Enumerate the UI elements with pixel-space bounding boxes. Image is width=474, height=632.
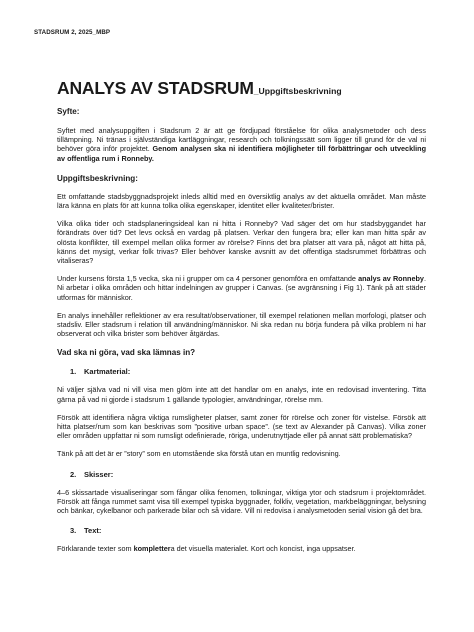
p3-text-c: . Ni arbetar i olika områden och hittar indelningen av grupper i Canvas. (se avgränsning i Fig 1). Tänk på att städer utformas för människor. <box>57 274 426 302</box>
syfte-text: Syftet med analysuppgiften i Stadsrum 2 är att ge fördjupad förståelse för olika analysmetoder och dess tillämpning. Ni tränas i självständiga kartläggningar, research och tolkningssätt som ligger till grund för de val ni behöver göra inför projektet. <box>57 126 426 154</box>
beskrivning-heading: Uppgiftsbeskrivning: <box>57 173 138 183</box>
item-3-text-a: Förklarande texter som <box>57 544 134 554</box>
page-title <box>57 78 426 101</box>
beskrivning-paragraph-4: En analys innehåller reflektioner av era resultat/observationer, till exempel relationen mellan morfologi, platser och stadsliv. Eller stadsrum i relation till användning/människor. Ni ska redan nu börja fundera på vilka problem ni har observerat och vilka brister som behöver åtgärdas. <box>57 310 426 339</box>
beskrivning-paragraph-2: Vilka olika tider och stadsplaneringsideal kan ni hitta i Ronneby? Vad säger det om hur stadsbyggandet har förändrats över tid? Det levs också en vardag på platsen. Verkar den fungera bra; eller kan man hitta spår av olösta konflikter, till exempel mellan olika former av rörelse? Finns det bra platser att vara på, något att hitta på, känns det mysigt, verkar folk trivas? Eller behöver kanske avsnitt av det offentliga stadsrummet förbättras och vitaliseras? <box>57 219 426 266</box>
item-3-label: Text: <box>84 526 102 536</box>
beskrivning-paragraph-1: Ett omfattande stadsbyggnadsprojekt inleds alltid med en översiktlig analys av det aktuella området. Man måste lära känna en plats för att kunna tolka olika egenskaper, identitet eller kvaliteter/brister. <box>57 191 426 211</box>
item-2-label: Skisser: <box>84 469 114 479</box>
lamnas-heading: Vad ska ni göra, vad ska lämnas in? <box>57 348 196 358</box>
item-3-text-c: a det visuella materialet. Kort och koncist, inga uppsatser. <box>170 544 356 554</box>
item-2-heading <box>57 470 426 479</box>
item-1-paragraph-1: Ni väljer själva vad ni vill visa men glöm inte att det handlar om en analys, inte en redovisad inventering. Titta gärna på vad ni gjorde i stadsrum 1 gällande typologier, användningar, rörelse mm. <box>57 385 426 404</box>
item-3-paragraph <box>57 544 426 553</box>
title-main: ANALYS AV STADSRUM <box>57 78 254 98</box>
item-3-heading <box>57 526 426 535</box>
item-1-paragraph-2: Försök att identifiera några viktiga rumsligheter platser, samt zoner för rörelse och zoner för vistelse. Försök att hitta platser/rum som kan beskrivas som ”positive urban space”. (se text av Alexander på Canvas). Vilka zoner eller områden uppfattar ni som rumsligt odefinierade, röriga, underutnyttjade eller på annat sätt problematiska? <box>57 412 426 441</box>
item-1-label: Kartmaterial: <box>84 367 131 377</box>
p3-text-a: Under kursens första 1,5 vecka, ska ni i grupper om ca 4 personer genomföra en omfattande <box>57 274 359 284</box>
item-2-paragraph-1: 4–6 skissartade visualiseringar som fångar olika fenomen, tolkningar, viktiga ytor och stadsrum i projektområdet. Försök att fånga rummet samt visa till exempel typiska byggnader, folkliv, vegetation, markbeläggningar, belysning och bänkar, cykelbanor och parkerade bilar och så vidare. Vill ni redovisa i analysmetoden serial vision gå det bra. <box>57 487 426 516</box>
item-3-number: 3. <box>70 526 77 536</box>
title-sub: _Uppgiftsbeskrivning <box>253 86 342 96</box>
course-header: STADSRUM 2, 2025_MBP <box>34 29 111 36</box>
document-content <box>57 78 426 553</box>
item-1-number: 1. <box>70 367 77 377</box>
item-1-heading <box>57 367 426 376</box>
syfte-heading: Syfte: <box>57 107 80 116</box>
beskrivning-paragraph-3 <box>57 274 426 302</box>
syfte-text-bold: Genom analysen ska ni identifiera möjligheter till förbättringar och utveckling av offentliga rum i Ronneby. <box>57 144 426 163</box>
p3-text-bold: analys av Ronneby <box>358 274 424 284</box>
item-3-text-bold: kompletter <box>133 544 171 554</box>
item-2-number: 2. <box>70 469 77 479</box>
syfte-paragraph <box>57 126 426 163</box>
item-1-paragraph-3: Tänk på att det är er ”story” som en utomstående ska förstå utan en muntlig redovisning. <box>57 449 341 459</box>
